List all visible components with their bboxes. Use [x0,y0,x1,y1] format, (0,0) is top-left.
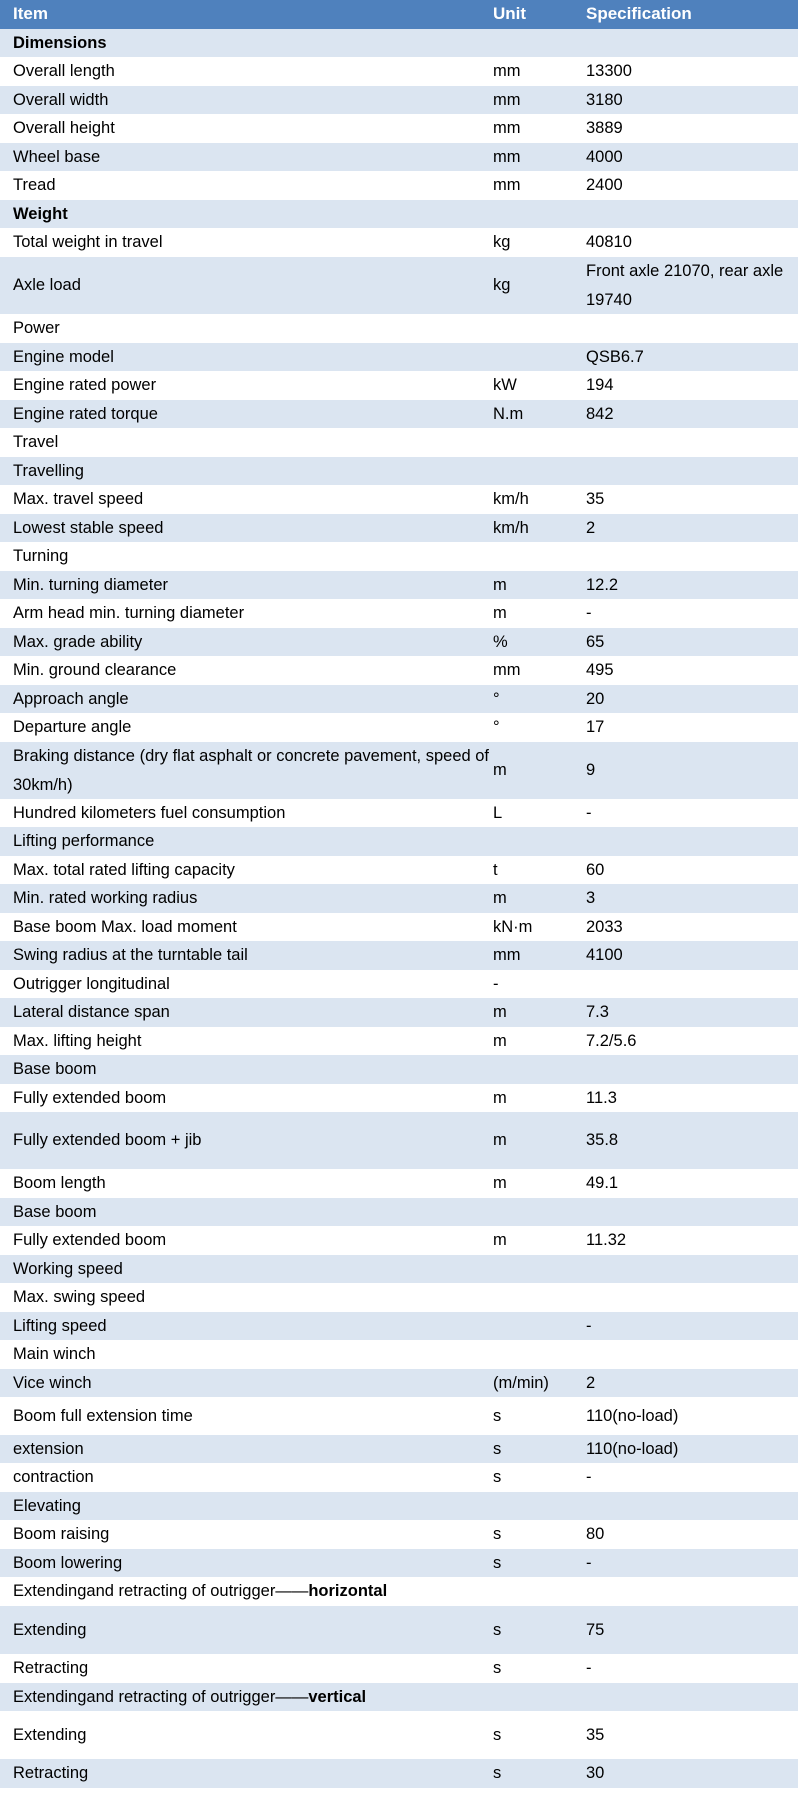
cell-specification: 3 [586,889,596,908]
cell-item-text: Min. rated working radius [13,889,198,908]
cell-unit: m [493,1003,507,1022]
table-row [0,86,798,114]
cell-item [0,57,491,86]
cell-item [0,271,491,300]
cell-specification: 3889 [586,119,623,138]
cell-item-text: Boom length [13,1174,106,1193]
table-row [0,856,798,884]
cell-item-text: Retracting [13,1659,89,1678]
cell-item [0,1027,491,1056]
table-row [0,827,798,856]
table-row [0,1654,798,1683]
cell-item-text: Boom raising [13,1525,110,1544]
cell-item-text: Axle load [13,276,81,295]
table-row [0,1340,798,1369]
table-row [0,1577,798,1606]
cell-unit: s [493,1620,502,1639]
header-item: Item [13,4,48,24]
table-row [0,1683,798,1711]
cell-specification: 35.8 [586,1131,619,1150]
cell-item [0,1683,491,1712]
cell-item-text: Wheel base [13,147,101,166]
cell-item [0,1759,491,1788]
cell-specification: Front axle 21070, rear axle 19740 [586,262,784,309]
cell-item [0,827,491,856]
cell-item-text: Extendingand retracting of outrigger—— [13,1687,309,1706]
cell-specification: 2 [586,518,596,537]
cell-unit: s [493,1553,502,1572]
cell-item-text: Retracting [13,1764,89,1783]
cell-unit: kW [493,376,517,395]
cell-unit: m [493,1031,507,1050]
cell-item-text: contraction [13,1468,94,1487]
cell-specification: 35 [586,490,605,509]
header-specification: Specification [586,4,692,24]
cell-unit: m [493,889,507,908]
cell-unit: kN·m [493,917,533,936]
cell-unit: m [493,575,507,594]
table-row [0,257,798,314]
cell-specification: - [586,604,592,623]
cell-unit: N.m [493,404,524,423]
cell-item [0,371,491,400]
cell-item-text: Min. turning diameter [13,575,168,594]
cell-specification: 40810 [586,233,632,252]
cell-item-text: Boom full extension time [13,1406,193,1425]
cell-item [0,1340,491,1369]
cell-item-text: Min. ground clearance [13,661,177,680]
cell-item-text: Extending [13,1725,87,1744]
cell-item-text: Engine rated power [13,376,157,395]
cell-specification: QSB6.7 [586,347,644,366]
cell-item [0,1435,491,1464]
cell-item [0,628,491,657]
cell-item [0,884,491,913]
table-row [0,970,798,998]
cell-item-text: Braking distance (dry flat asphalt or concrete pavement, speed of 30km/h) [13,747,490,794]
cell-specification: - [586,1316,592,1335]
cell-unit: m [493,1088,507,1107]
cell-unit: - [493,974,499,993]
cell-specification: 2033 [586,917,623,936]
table-row [0,799,798,827]
table-row [0,1255,798,1283]
table-row [0,1112,798,1169]
table-row [0,1369,798,1397]
table-row [0,913,798,941]
cell-item-text: Engine model [13,347,114,366]
cell-unit: s [493,1764,502,1783]
cell-item [0,1520,491,1549]
cell-item-text: Lowest stable speed [13,518,164,537]
cell-item-emphasis: horizontal [308,1582,388,1601]
cell-item [0,1549,491,1578]
table-row [0,485,798,514]
cell-unit: % [493,632,508,651]
cell-item [0,713,491,742]
table-row [0,228,798,257]
cell-item [0,1198,491,1227]
cell-item [0,1226,491,1255]
table-header [0,0,798,29]
table-row [0,171,798,200]
cell-specification: 35 [586,1725,605,1744]
cell-item [0,314,491,343]
cell-item [0,599,491,628]
cell-item-text: Engine rated torque [13,404,158,423]
cell-specification: 2400 [586,176,623,195]
cell-item-text: Weight [13,204,68,223]
cell-item-text: Base boom [13,1060,97,1079]
cell-unit: mm [493,661,521,680]
table-body [0,29,798,1788]
table-row [0,457,798,485]
cell-unit: mm [493,62,521,81]
table-row [0,29,798,57]
table-row [0,742,798,799]
cell-specification: 7.2/5.6 [586,1031,637,1050]
cell-specification: - [586,1553,592,1572]
cell-item-text: Swing radius at the turntable tail [13,946,248,965]
cell-item-text: Max. travel speed [13,490,144,509]
cell-item [0,143,491,172]
cell-item-text: Extendingand retracting of outrigger—— [13,1582,309,1601]
table-row [0,542,798,571]
cell-specification: 65 [586,632,605,651]
cell-item-text: Lifting speed [13,1316,107,1335]
cell-item-text: Lifting performance [13,832,155,851]
table-row [0,114,798,143]
table-row [0,998,798,1027]
cell-item [0,799,491,828]
table-row [0,314,798,343]
cell-unit: m [493,1174,507,1193]
table-row [0,1492,798,1520]
cell-item-text: Power [13,319,60,338]
table-row [0,656,798,685]
cell-specification: 3180 [586,90,623,109]
table-row [0,1463,798,1492]
cell-item [0,913,491,942]
cell-specification: 110(no-load) [586,1406,679,1425]
cell-specification: - [586,1468,592,1487]
cell-specification: 13300 [586,62,632,81]
cell-specification: 11.32 [586,1231,627,1250]
cell-item-text: Fully extended boom [13,1088,167,1107]
table-row [0,200,798,228]
cell-specification: 7.3 [586,1003,609,1022]
cell-item [0,514,491,543]
cell-item-text: Base boom [13,1202,97,1221]
cell-unit: mm [493,147,521,166]
table-row [0,713,798,742]
cell-item-text: Boom lowering [13,1553,123,1572]
table-row [0,343,798,371]
cell-specification: 17 [586,718,605,737]
cell-item [0,1654,491,1683]
cell-unit: ° [493,689,500,708]
cell-item [0,1126,491,1155]
cell-item-text: Lateral distance span [13,1003,170,1022]
cell-unit: km/h [493,518,529,537]
cell-item [0,856,491,885]
cell-specification: 110(no-load) [586,1439,679,1458]
cell-item [0,970,491,999]
cell-unit: L [493,803,503,822]
cell-item-text: Arm head min. turning diameter [13,604,245,623]
table-row [0,1435,798,1463]
cell-item [0,998,491,1027]
cell-item [0,86,491,115]
table-row [0,1312,798,1340]
cell-unit: (m/min) [493,1373,549,1392]
cell-item-text: Overall length [13,62,115,81]
cell-item-text: Outrigger longitudinal [13,974,170,993]
cell-item [0,1577,491,1606]
header-unit: Unit [493,4,527,24]
cell-item-text: Elevating [13,1496,81,1515]
cell-unit: s [493,1659,502,1678]
cell-specification: 49.1 [586,1174,619,1193]
cell-unit: mm [493,90,521,109]
table-row [0,941,798,970]
table-row [0,1606,798,1654]
cell-specification: - [586,803,592,822]
table-row [0,1169,798,1198]
cell-unit: m [493,604,507,623]
cell-specification: 80 [586,1525,605,1544]
table-row [0,1549,798,1577]
cell-unit: s [493,1406,502,1425]
cell-unit: km/h [493,490,529,509]
table-row [0,57,798,86]
cell-unit: ° [493,718,500,737]
cell-specification: 20 [586,689,605,708]
cell-item [0,1084,491,1113]
cell-unit: mm [493,119,521,138]
table-row [0,400,798,428]
cell-specification: 194 [586,376,614,395]
cell-item [0,485,491,514]
cell-item [0,171,491,200]
table-row [0,685,798,713]
cell-item-text: Approach angle [13,689,129,708]
cell-specification: 30 [586,1764,605,1783]
cell-specification: 4000 [586,147,623,166]
cell-item [0,571,491,600]
cell-item [0,400,491,429]
cell-item-text: Total weight in travel [13,233,163,252]
cell-unit: s [493,1525,502,1544]
cell-unit: s [493,1725,502,1744]
cell-item [0,1492,491,1521]
cell-unit: m [493,1231,507,1250]
cell-item-text: Travelling [13,461,84,480]
cell-specification: 60 [586,860,605,879]
cell-item [0,1255,491,1284]
cell-item-text: Main winch [13,1345,96,1364]
table-row [0,143,798,171]
table-row [0,1084,798,1112]
cell-item [0,1312,491,1341]
cell-item [0,428,491,457]
cell-item-text: Base boom Max. load moment [13,917,237,936]
cell-item-text: Dimensions [13,33,107,52]
cell-item [0,941,491,970]
cell-unit: mm [493,176,521,195]
cell-item-text: Fully extended boom [13,1231,167,1250]
cell-specification: 9 [586,761,596,780]
cell-item [0,1169,491,1198]
cell-item-text: extension [13,1439,84,1458]
cell-item-text: Overall width [13,90,109,109]
cell-item [0,1369,491,1398]
cell-item-text: Max. total rated lifting capacity [13,860,235,879]
cell-item-text: Overall height [13,119,115,138]
table-row [0,1283,798,1312]
table-row [0,1759,798,1788]
cell-item-text: Max. swing speed [13,1288,146,1307]
cell-item [0,29,491,58]
cell-item-text: Max. lifting height [13,1031,142,1050]
cell-unit: s [493,1439,502,1458]
cell-item [0,656,491,685]
cell-specification: 495 [586,661,614,680]
cell-item-text: Hundred kilometers fuel consumption [13,803,286,822]
cell-item [0,1402,491,1431]
table-row [0,1711,798,1759]
table-row [0,428,798,457]
cell-item [0,343,491,372]
table-row [0,628,798,656]
cell-item-text: Extending [13,1620,87,1639]
cell-item-text: Fully extended boom + jib [13,1131,202,1150]
cell-item [0,228,491,257]
cell-item-text: Max. grade ability [13,632,143,651]
cell-item [0,542,491,571]
cell-specification: 11.3 [586,1088,617,1107]
cell-item-text: Departure angle [13,718,132,737]
table-row [0,1198,798,1226]
cell-item [0,1283,491,1312]
table-row [0,371,798,400]
table-row [0,1027,798,1055]
cell-unit: kg [493,233,511,252]
table-row [0,514,798,542]
cell-item [0,1463,491,1492]
table-row [0,1397,798,1435]
cell-unit: kg [493,276,511,295]
cell-item [0,1055,491,1084]
table-row [0,599,798,628]
cell-item [0,742,491,799]
cell-item-text: Working speed [13,1259,123,1278]
table-row [0,884,798,913]
cell-specification: - [586,1659,592,1678]
cell-item [0,200,491,229]
cell-specification: 75 [586,1620,605,1639]
cell-item [0,1721,491,1750]
cell-specification: 2 [586,1373,596,1392]
table-row [0,1055,798,1084]
cell-item [0,1616,491,1645]
cell-unit: s [493,1468,502,1487]
cell-unit: mm [493,946,521,965]
table-row [0,571,798,599]
cell-unit: m [493,761,507,780]
cell-item-text: Tread [13,176,56,195]
cell-specification: 4100 [586,946,623,965]
table-row [0,1520,798,1549]
cell-unit: m [493,1131,507,1150]
cell-item-text: Vice winch [13,1373,92,1392]
cell-item [0,114,491,143]
cell-unit: t [493,860,498,879]
cell-specification: 12.2 [586,575,619,594]
cell-item [0,457,491,486]
cell-specification: 842 [586,404,614,423]
cell-item-emphasis: vertical [308,1687,367,1706]
table-row [0,1226,798,1255]
cell-item-text: Turning [13,547,69,566]
cell-item-text: Travel [13,433,59,452]
cell-item [0,685,491,714]
